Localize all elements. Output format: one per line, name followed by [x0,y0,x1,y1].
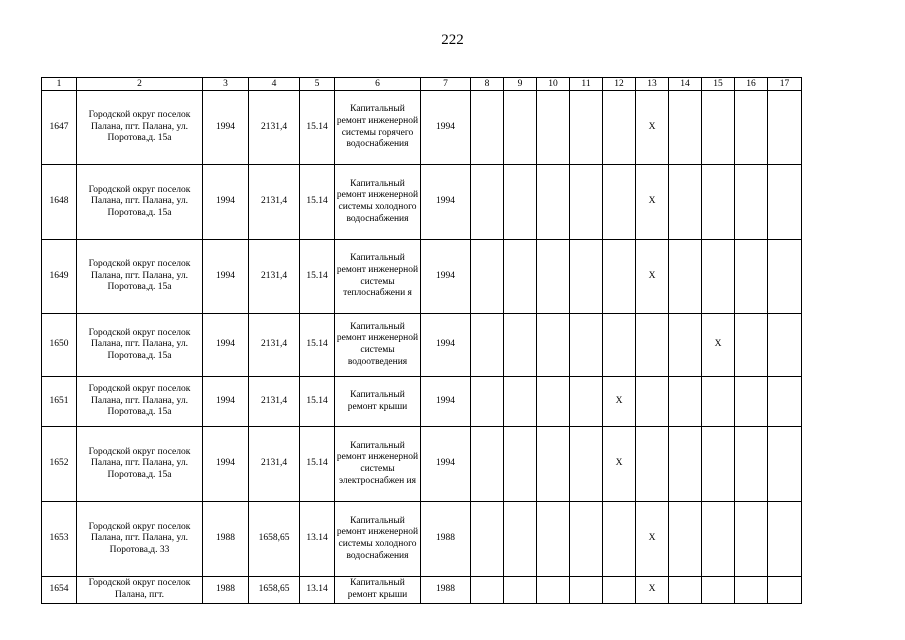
column-number: 12 [603,78,636,91]
table-cell [768,377,802,427]
table-cell [537,577,570,604]
table-cell [735,314,768,377]
table-cell: 1650 [42,314,77,377]
table-cell [471,165,504,240]
table-cell: 1651 [42,377,77,427]
table-cell [636,377,669,427]
column-number: 3 [203,78,249,91]
table-cell: 1988 [203,502,249,577]
table-cell [669,577,702,604]
table-cell [702,377,735,427]
table-cell [537,165,570,240]
table-cell [735,377,768,427]
column-number: 11 [570,78,603,91]
table-cell: X [636,91,669,165]
table-cell: 1653 [42,502,77,577]
column-number: 9 [504,78,537,91]
column-number-row [42,78,802,91]
table-cell: 2131,4 [249,91,300,165]
table-cell: Городской округ поселок Палана, пгт. Палана, ул. Поротова,д. 15а [77,91,203,165]
table-cell [570,314,603,377]
table-cell [504,240,537,314]
table-cell: 15.14 [300,240,335,314]
table-cell: 1658,65 [249,577,300,604]
table-cell [570,165,603,240]
table-cell [471,502,504,577]
table-cell [702,165,735,240]
table-cell: 2131,4 [249,377,300,427]
table-cell [669,91,702,165]
table-cell [669,427,702,502]
table-cell [669,240,702,314]
table-cell [735,240,768,314]
table-cell: 1994 [203,165,249,240]
table-cell: 2131,4 [249,240,300,314]
table-cell: Капитальный ремонт инженерной системы холодного водоснабжения [335,165,421,240]
table-cell [603,502,636,577]
table-cell: 1994 [421,240,471,314]
column-number: 15 [702,78,735,91]
table-cell [471,91,504,165]
table-cell: 13.14 [300,577,335,604]
page-number: 222 [441,32,464,48]
column-number: 17 [768,78,802,91]
table-cell: X [702,314,735,377]
table-cell: Капитальный ремонт инженерной системы теплоснабжени я [335,240,421,314]
table-cell: Городской округ поселок Палана, пгт. [77,577,203,604]
table-cell: 1994 [421,314,471,377]
table-cell [702,427,735,502]
registry-table [41,77,802,604]
table-cell: 1994 [203,91,249,165]
table-cell: 15.14 [300,377,335,427]
table-cell [702,91,735,165]
column-number: 1 [42,78,77,91]
table-cell: 15.14 [300,91,335,165]
table-row [42,502,802,577]
table-cell [537,427,570,502]
table-row [42,314,802,377]
column-number: 8 [471,78,504,91]
table-row [42,577,802,604]
table-cell: 1988 [203,577,249,604]
table-cell [669,377,702,427]
table-cell [768,240,802,314]
table-cell [603,240,636,314]
table-cell [570,427,603,502]
table-cell [669,502,702,577]
table-cell: 15.14 [300,314,335,377]
table-cell: Городской округ поселок Палана, пгт. Палана, ул. Поротова,д. 33 [77,502,203,577]
table-cell [603,577,636,604]
table-cell: Городской округ поселок Палана, пгт. Палана, ул. Поротова,д. 15а [77,377,203,427]
table-cell: 1988 [421,502,471,577]
table-cell: X [636,502,669,577]
table-cell [504,165,537,240]
table-cell [768,314,802,377]
table-cell [702,502,735,577]
table-cell [603,91,636,165]
table-cell: Капитальный ремонт инженерной системы электроснабжен ия [335,427,421,502]
table-cell [537,314,570,377]
table-cell [702,577,735,604]
table-cell: Городской округ поселок Палана, пгт. Палана, ул. Поротова,д. 15а [77,240,203,314]
table-cell: 1648 [42,165,77,240]
table-cell [570,240,603,314]
table-cell [570,91,603,165]
table-cell: X [636,165,669,240]
table-cell: 1649 [42,240,77,314]
table-cell [603,314,636,377]
table-cell [537,377,570,427]
table-cell: 1988 [421,577,471,604]
table-cell: 1994 [203,427,249,502]
table-cell: 1994 [421,427,471,502]
table-cell [636,314,669,377]
table-cell [504,91,537,165]
table-cell: 1654 [42,577,77,604]
column-number: 5 [300,78,335,91]
table-row [42,427,802,502]
table-cell: X [636,240,669,314]
table-cell: Городской округ поселок Палана, пгт. Палана, ул. Поротова,д. 15а [77,427,203,502]
table-cell: 15.14 [300,427,335,502]
table-cell: 1658,65 [249,502,300,577]
table-cell [504,377,537,427]
table-cell: 2131,4 [249,427,300,502]
table-cell: 1652 [42,427,77,502]
table-cell [537,502,570,577]
table-cell [471,577,504,604]
table-cell [570,502,603,577]
column-number: 4 [249,78,300,91]
table-cell: Городской округ поселок Палана, пгт. Палана, ул. Поротова,д. 15а [77,165,203,240]
table-row [42,377,802,427]
table-cell [636,427,669,502]
column-number: 2 [77,78,203,91]
table-cell: 1994 [421,165,471,240]
column-number: 16 [735,78,768,91]
table-cell: Капитальный ремонт инженерной системы водоотведения [335,314,421,377]
table-cell [570,377,603,427]
table-cell [768,577,802,604]
table-cell [669,165,702,240]
table-cell [570,577,603,604]
table-cell [603,165,636,240]
table-cell: Городской округ поселок Палана, пгт. Палана, ул. Поротова,д. 15а [77,314,203,377]
table-cell [504,314,537,377]
table-cell [504,577,537,604]
table-cell [669,314,702,377]
table-row [42,165,802,240]
table-cell [735,577,768,604]
table-cell [702,240,735,314]
column-number: 7 [421,78,471,91]
table-cell: 2131,4 [249,314,300,377]
column-number: 14 [669,78,702,91]
table-cell [504,427,537,502]
table-cell: 1647 [42,91,77,165]
column-number: 6 [335,78,421,91]
table-cell: Капитальный ремонт инженерной системы горячего водоснабжения [335,91,421,165]
table-cell: 1994 [421,377,471,427]
table-cell [768,91,802,165]
table-cell: 1994 [203,240,249,314]
table-cell [471,427,504,502]
table-cell [735,427,768,502]
table-cell [768,427,802,502]
table-cell [537,240,570,314]
table-cell: Капитальный ремонт инженерной системы холодного водоснабжения [335,502,421,577]
table-cell: X [603,377,636,427]
table-cell [471,240,504,314]
table-cell: X [636,577,669,604]
table-cell: Капитальный ремонт крыши [335,377,421,427]
table-cell: 2131,4 [249,165,300,240]
column-number: 13 [636,78,669,91]
table-cell: X [603,427,636,502]
table-row [42,91,802,165]
table-cell [471,377,504,427]
table-cell [735,91,768,165]
table-cell [768,165,802,240]
table-cell: 1994 [421,91,471,165]
table-cell [504,502,537,577]
column-number: 10 [537,78,570,91]
table-row [42,240,802,314]
table-cell [768,502,802,577]
table-cell: 1994 [203,314,249,377]
table-cell [735,502,768,577]
table-cell: 15.14 [300,165,335,240]
table-cell: 1994 [203,377,249,427]
table-cell: 13.14 [300,502,335,577]
table-cell [735,165,768,240]
table-cell [537,91,570,165]
table-cell [471,314,504,377]
table-cell: Капитальный ремонт крыши [335,577,421,604]
